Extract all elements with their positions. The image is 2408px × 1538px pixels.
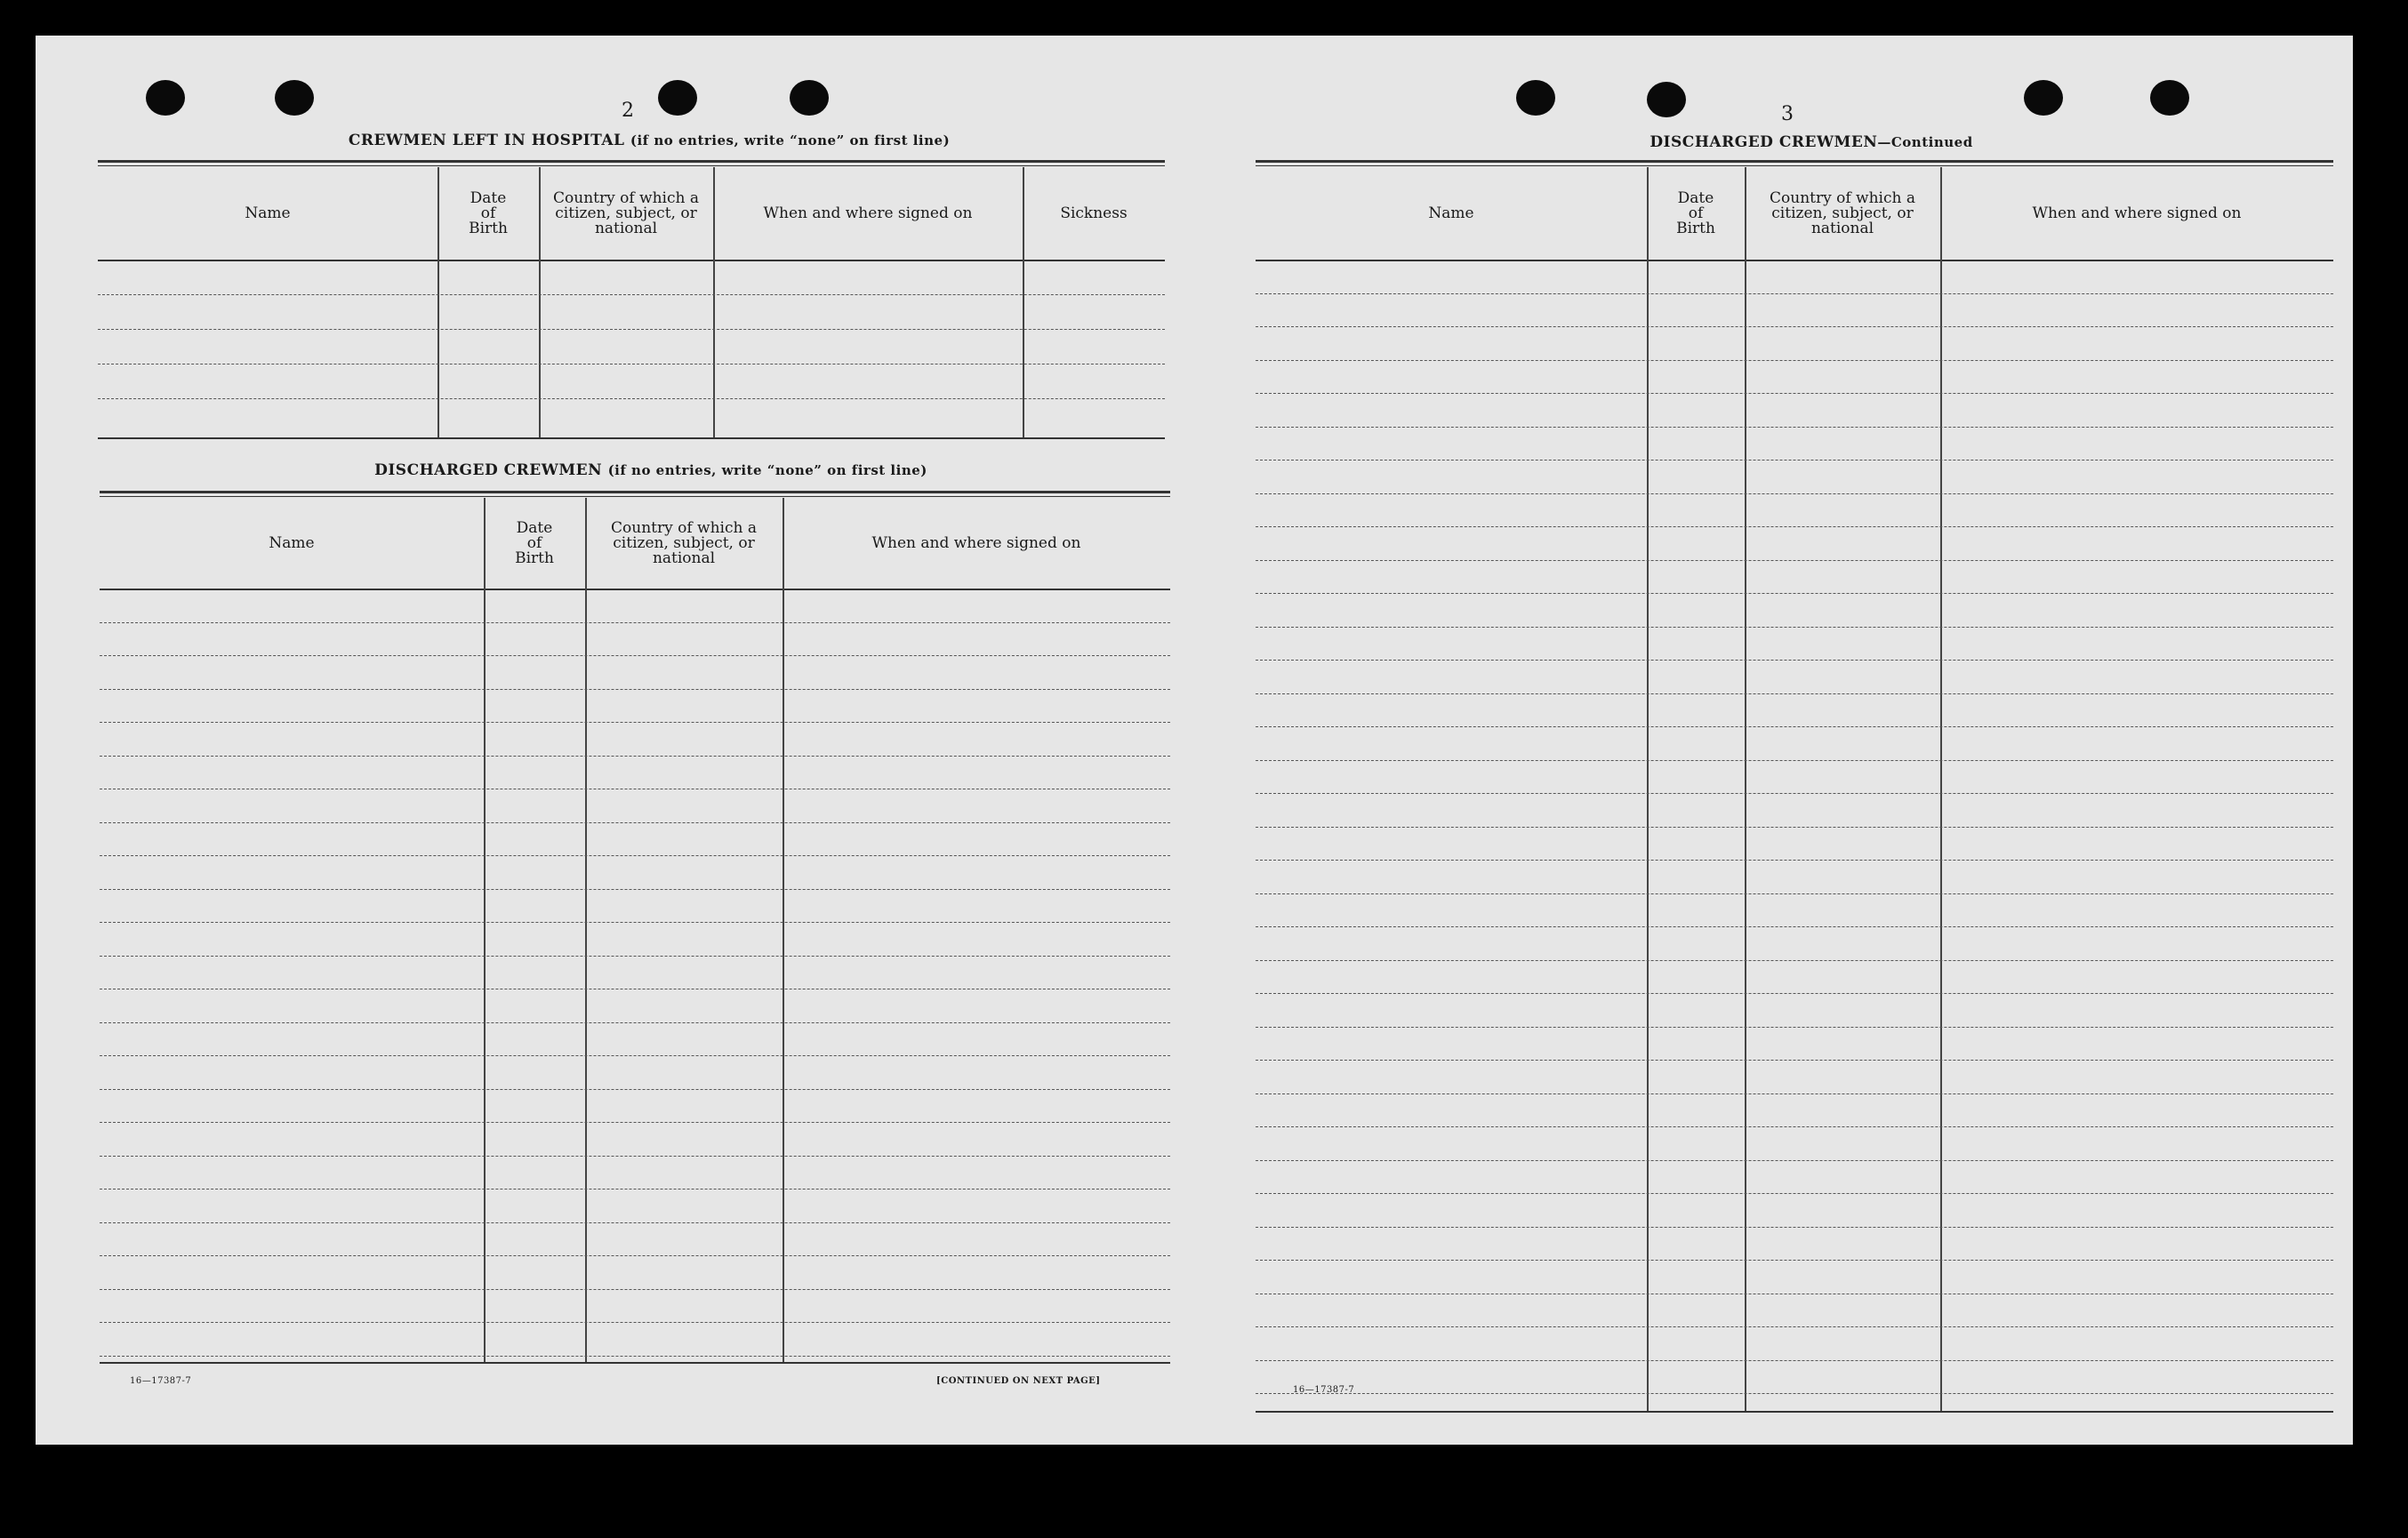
column-header-label: Date of Birth (515, 518, 554, 567)
column-divider (1940, 167, 1942, 1411)
punch-hole (275, 80, 314, 116)
entry-row-line (1256, 1360, 2333, 1361)
entry-row-line (1256, 660, 2333, 661)
punch-hole (790, 80, 829, 116)
entry-row-line (100, 1089, 1170, 1090)
entry-row-line (1256, 560, 2333, 561)
entry-row-line (1256, 493, 2333, 494)
punch-hole (1647, 82, 1686, 117)
entry-row-line (1256, 1193, 2333, 1194)
entry-row-line (1256, 960, 2333, 961)
column-header-label: Country of which a citizen, subject, or national (1770, 188, 1915, 237)
column-divider (1647, 167, 1649, 1411)
column-header (783, 500, 1170, 587)
entry-row-line (1256, 693, 2333, 694)
column-divider (1023, 167, 1024, 437)
table-bottom-line (100, 1362, 1170, 1364)
table-top-rule-thin (98, 165, 1165, 166)
column-header-label: When and where signed on (763, 204, 973, 222)
page-number-left: 2 (622, 100, 634, 122)
header-bottom-line (98, 260, 1165, 261)
entry-row-line (1256, 1227, 2333, 1228)
discharged-title-text: DISCHARGED CREWMEN (374, 461, 603, 479)
column-header (437, 169, 539, 258)
continued-title-text: DISCHARGED CREWMEN (1649, 133, 1878, 151)
entry-row-line (100, 1222, 1170, 1223)
entry-row-line (1256, 1393, 2333, 1394)
entry-row-line (98, 294, 1165, 295)
column-header (98, 169, 437, 258)
continued-title-suffix: —Continued (1877, 134, 1973, 150)
column-header-label: Country of which a citizen, subject, or national (611, 518, 757, 567)
form-number-right: 16—17387-7 (1293, 1385, 1355, 1395)
entry-row-line (1256, 726, 2333, 727)
column-header (539, 169, 713, 258)
entry-row-line (100, 655, 1170, 656)
column-divider (437, 167, 439, 437)
hospital-table (98, 160, 1165, 440)
entry-row-line (100, 756, 1170, 757)
entry-row-line (1256, 627, 2333, 628)
entry-row-line (1256, 993, 2333, 994)
entry-row-line (100, 1122, 1170, 1123)
entry-row-line (1256, 793, 2333, 794)
entry-row-line (1256, 427, 2333, 428)
column-header-label: Name (1428, 204, 1474, 222)
column-header (1647, 169, 1745, 258)
column-header-label: Sickness (1060, 204, 1128, 222)
entry-row-line (1256, 1027, 2333, 1028)
entry-row-line (100, 922, 1170, 923)
entry-row-line (1256, 1160, 2333, 1161)
discharged-section-title (135, 461, 1167, 479)
entry-row-line (100, 1356, 1170, 1357)
entry-row-line (1256, 526, 2333, 527)
punch-hole (658, 80, 697, 116)
page-number-right: 3 (1781, 103, 1794, 125)
column-divider (713, 167, 715, 437)
table-top-rule (1256, 160, 2333, 163)
entry-row-line (1256, 593, 2333, 594)
column-header-label: Name (245, 204, 291, 222)
column-header (585, 500, 783, 587)
form-number-left: 16—17387-7 (130, 1376, 192, 1386)
column-divider (539, 167, 541, 437)
entry-row-line (1256, 827, 2333, 828)
discharged-table (100, 491, 1170, 1366)
entry-row-line (98, 329, 1165, 330)
hospital-title-note: (if no entries, write “none” on first line) (630, 132, 951, 148)
column-header (1940, 169, 2333, 258)
discharged-continued-table (1256, 160, 2333, 1414)
entry-row-line (1256, 926, 2333, 927)
column-divider (585, 498, 587, 1362)
entry-row-line (100, 722, 1170, 723)
entry-row-line (1256, 393, 2333, 394)
entry-row-line (100, 1156, 1170, 1157)
table-top-rule-thin (100, 496, 1170, 497)
entry-row-line (1256, 460, 2333, 461)
table-top-rule (98, 160, 1165, 163)
column-header-label: Date of Birth (469, 188, 508, 237)
column-header (100, 500, 484, 587)
entry-row-line (1256, 860, 2333, 861)
entry-row-line (1256, 893, 2333, 894)
column-header-label: Name (269, 533, 315, 552)
entry-row-line (1256, 1326, 2333, 1327)
entry-row-line (100, 689, 1170, 690)
punch-hole (2150, 80, 2189, 116)
entry-row-line (100, 956, 1170, 957)
entry-row-line (1256, 360, 2333, 361)
entry-row-line (100, 1322, 1170, 1323)
column-divider (783, 498, 784, 1362)
column-divider (1745, 167, 1746, 1411)
hospital-title-text: CREWMEN LEFT IN HOSPITAL (348, 132, 625, 149)
column-header-label: Date of Birth (1676, 188, 1715, 237)
entry-row-line (100, 855, 1170, 856)
header-bottom-line (1256, 260, 2333, 261)
table-top-rule (100, 491, 1170, 493)
entry-row-line (100, 1255, 1170, 1256)
column-header (484, 500, 585, 587)
hospital-section-title (133, 132, 1165, 149)
entry-row-line (1256, 1060, 2333, 1061)
column-header (1256, 169, 1647, 258)
column-header (1745, 169, 1940, 258)
entry-row-line (1256, 1093, 2333, 1094)
column-header-label: When and where signed on (871, 533, 1081, 552)
column-header (1023, 169, 1165, 258)
entry-row-line (1256, 1126, 2333, 1127)
entry-row-line (100, 1022, 1170, 1023)
punch-hole (2024, 80, 2063, 116)
column-header-label: When and where signed on (2032, 204, 2242, 222)
header-bottom-line (100, 589, 1170, 590)
entry-row-line (1256, 293, 2333, 294)
entry-row-line (1256, 760, 2333, 761)
column-divider (484, 498, 486, 1362)
entry-row-line (100, 622, 1170, 623)
discharged-continued-title (1291, 133, 2332, 151)
entry-row-line (100, 822, 1170, 823)
entry-row-line (1256, 326, 2333, 327)
continued-note: [CONTINUED ON NEXT PAGE] (936, 1376, 1101, 1386)
entry-row-line (100, 1189, 1170, 1190)
entry-row-line (100, 889, 1170, 890)
entry-row-line (100, 1055, 1170, 1056)
punch-hole (1516, 80, 1555, 116)
entry-row-line (98, 398, 1165, 399)
entry-row-line (100, 1289, 1170, 1290)
entry-row-line (1256, 1260, 2333, 1261)
column-header-label: Country of which a citizen, subject, or national (553, 188, 699, 237)
table-bottom-line (1256, 1411, 2333, 1413)
punch-hole (146, 80, 185, 116)
form-sheet (36, 36, 2353, 1445)
table-top-rule-thin (1256, 165, 2333, 166)
discharged-title-note: (if no entries, write “none” on first line) (607, 462, 927, 478)
column-header (713, 169, 1023, 258)
table-bottom-line (98, 437, 1165, 439)
